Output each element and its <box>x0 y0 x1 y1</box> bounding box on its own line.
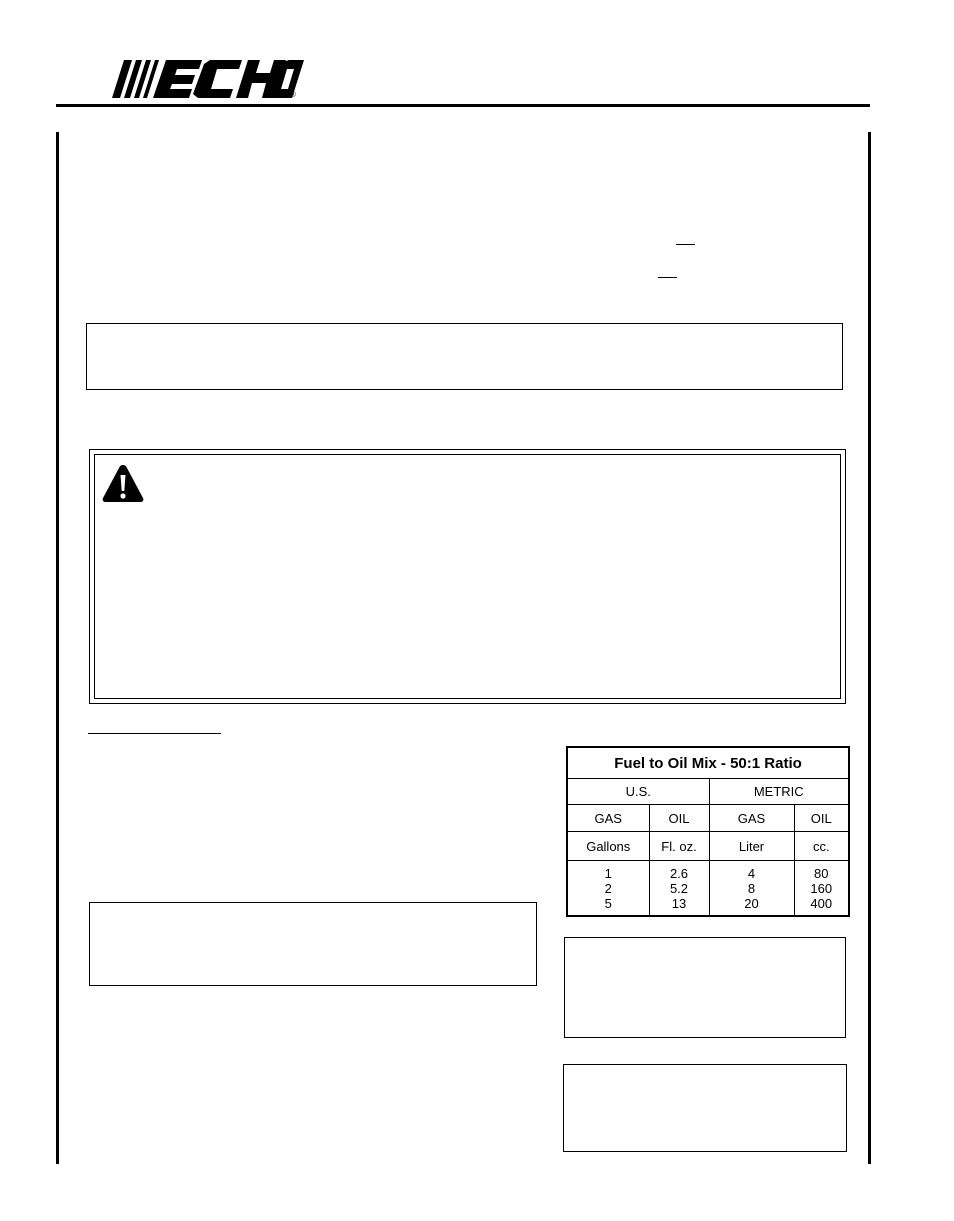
column-header: GAS <box>709 805 794 832</box>
region-us: U.S. <box>567 779 709 805</box>
table-title: Fuel to Oil Mix - 50:1 Ratio <box>567 747 849 779</box>
table-cell: 400 <box>810 895 833 911</box>
table-cell: 80 <box>814 865 829 881</box>
table-cell: 2 <box>604 880 612 896</box>
header-rule <box>56 104 870 107</box>
note-box-right-1 <box>564 937 846 1038</box>
column-header: OIL <box>794 805 849 832</box>
table-cell: 5 <box>604 895 612 911</box>
note-box-top <box>86 323 843 390</box>
registered-mark: ® <box>290 90 296 99</box>
table-cell: 2.6 <box>669 865 689 881</box>
table-cell: 5.2 <box>669 880 689 896</box>
cc-values <box>794 861 849 917</box>
region-metric: METRIC <box>709 779 849 805</box>
underline-mark <box>676 244 695 245</box>
table-cell: 1 <box>604 865 612 881</box>
unit-label: cc. <box>794 832 849 861</box>
gallons-values <box>567 861 649 917</box>
column-header: OIL <box>649 805 709 832</box>
table-cell: 8 <box>747 880 756 896</box>
warning-box-inner <box>94 454 841 699</box>
underline-mark <box>658 277 677 278</box>
table-cell: 13 <box>671 895 687 911</box>
section-heading-underline <box>88 733 221 734</box>
warning-box <box>89 449 846 704</box>
table-cell: 20 <box>744 895 759 911</box>
unit-label: Gallons <box>567 832 649 861</box>
right-margin-rule <box>868 132 871 1164</box>
liter-values <box>709 861 794 917</box>
column-header: GAS <box>567 805 649 832</box>
echo-logo <box>110 56 306 102</box>
unit-label: Liter <box>709 832 794 861</box>
table-cell: 160 <box>810 880 833 896</box>
warning-triangle-icon <box>101 463 145 503</box>
floz-values <box>649 861 709 917</box>
note-box-left <box>89 902 537 986</box>
fuel-oil-mix-table <box>566 746 850 917</box>
table-cell: 4 <box>747 865 756 881</box>
left-margin-rule <box>56 132 59 1164</box>
note-box-right-2 <box>563 1064 847 1152</box>
unit-label: Fl. oz. <box>649 832 709 861</box>
